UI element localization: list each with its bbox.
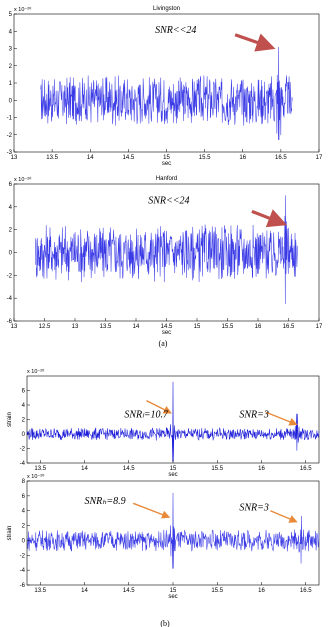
x-tick-label: 13 (10, 155, 18, 161)
y-tick-label: 0 (8, 98, 12, 105)
x-tick-label: 15.5 (198, 155, 211, 161)
x-tick-label: 13.5 (99, 324, 112, 330)
y-tick-label: 6 (21, 388, 25, 395)
x-tick-label: 14 (86, 155, 94, 161)
y-tick-label: 0 (21, 538, 25, 545)
y-tick-label: 2 (21, 523, 25, 530)
annotation-label: SNRₗ=10.7 (124, 409, 169, 421)
annotation-label: SNRₕ=8.9 (84, 496, 126, 508)
signal-trace (27, 493, 319, 569)
y-tick-label: -3 (6, 150, 12, 156)
chart-panel-4 (7, 473, 319, 600)
y-tick-label: -2 (19, 446, 25, 453)
chart-title: Hanford (155, 176, 178, 182)
y-tick-label: -2 (6, 273, 12, 280)
annotation-arrow (235, 35, 269, 47)
x-tick-label: 14.5 (122, 155, 135, 161)
annotation-arrow (133, 503, 168, 516)
exponent-label: x 10⁻²⁰ (14, 177, 32, 183)
exponent-label: x 10⁻²⁰ (14, 7, 32, 13)
annotation-arrow (266, 412, 295, 424)
x-tick-label: 14 (81, 466, 88, 472)
y-tick-label: 1 (8, 81, 12, 87)
y-tick-label: 2 (21, 417, 25, 424)
y-tick-label: -4 (6, 296, 12, 303)
x-tick-label: 13 (10, 324, 18, 330)
x-tick-label: 15.5 (211, 466, 224, 472)
annotation-label: SNR=3 (239, 409, 269, 421)
x-axis-label: sec (168, 594, 178, 600)
y-tick-label: -1 (6, 115, 12, 122)
y-tick-label: 3 (8, 46, 12, 53)
x-tick-label: 16 (254, 324, 262, 330)
y-tick-label: 8 (21, 479, 25, 485)
x-tick-label: 15.5 (221, 324, 234, 330)
x-tick-label: 15 (193, 324, 201, 330)
y-tick-label: 4 (8, 204, 12, 211)
x-tick-label: 14 (132, 324, 140, 330)
caption-b: (b) (160, 619, 170, 627)
caption-a: (a) (158, 339, 168, 348)
x-tick-label: 14 (81, 588, 88, 594)
y-axis-label: strain (7, 525, 13, 541)
signal-trace (27, 382, 319, 462)
annotation-label: SNR<<24 (148, 195, 190, 207)
x-axis-label: sec (161, 161, 172, 167)
x-tick-label: 16.5 (282, 324, 295, 330)
x-tick-label: 15.5 (211, 588, 224, 594)
y-tick-label: -2 (6, 132, 12, 139)
exponent-label: x 10⁻²⁰ (27, 474, 45, 480)
x-tick-label: 16 (239, 155, 247, 161)
y-tick-label: -4 (19, 461, 25, 467)
x-tick-label: 13.5 (34, 466, 47, 472)
annotation-arrow (252, 211, 281, 222)
x-tick-label: 17 (315, 155, 323, 161)
chart-panel-3 (7, 368, 319, 478)
y-tick-label: -6 (19, 583, 25, 589)
x-axis-label: sec (168, 472, 178, 478)
y-tick-label: 2 (8, 227, 12, 234)
x-axis-label: sec (161, 330, 172, 336)
y-tick-label: 4 (21, 403, 25, 409)
y-tick-label: 4 (21, 508, 25, 515)
y-tick-label: -4 (19, 568, 25, 575)
signal-trace (41, 47, 293, 140)
annotation-arrow (270, 511, 295, 521)
y-axis-label: strain (7, 412, 13, 427)
chart-panel-2 (7, 176, 323, 336)
x-tick-label: 15 (169, 588, 177, 594)
chart-panel-1 (7, 6, 323, 167)
y-tick-label: 0 (21, 432, 25, 438)
x-tick-label: 16 (258, 466, 265, 472)
signal-trace (35, 195, 297, 303)
exponent-label: x 10⁻²⁰ (27, 369, 45, 375)
annotation-label: SNR<<24 (155, 24, 197, 36)
x-tick-label: 16.5 (275, 155, 287, 161)
x-tick-label: 14.5 (122, 466, 135, 472)
x-tick-label: 14.5 (160, 324, 173, 330)
x-tick-label: 15 (169, 466, 177, 472)
y-tick-label: 2 (8, 63, 12, 70)
x-tick-label: 12.5 (38, 324, 51, 330)
x-tick-label: 14.5 (122, 588, 135, 594)
x-tick-label: 17 (315, 324, 323, 330)
x-tick-label: 15 (163, 155, 170, 161)
y-tick-label: -2 (19, 553, 25, 560)
x-tick-label: 13.5 (34, 588, 47, 594)
x-tick-label: 16.5 (299, 466, 312, 472)
y-tick-label: 5 (8, 12, 12, 18)
x-tick-label: 16.5 (299, 588, 312, 594)
x-tick-label: 13 (71, 324, 79, 330)
y-tick-label: 6 (8, 182, 12, 188)
annotation-label: SNR=3 (239, 502, 269, 514)
y-tick-label: 6 (21, 493, 25, 500)
y-tick-label: 4 (8, 29, 12, 36)
y-tick-label: 0 (8, 250, 12, 257)
y-tick-label: -6 (6, 319, 12, 325)
chart-title: Livingston (152, 6, 181, 12)
x-tick-label: 13.5 (46, 155, 58, 161)
x-tick-label: 16 (258, 588, 265, 594)
